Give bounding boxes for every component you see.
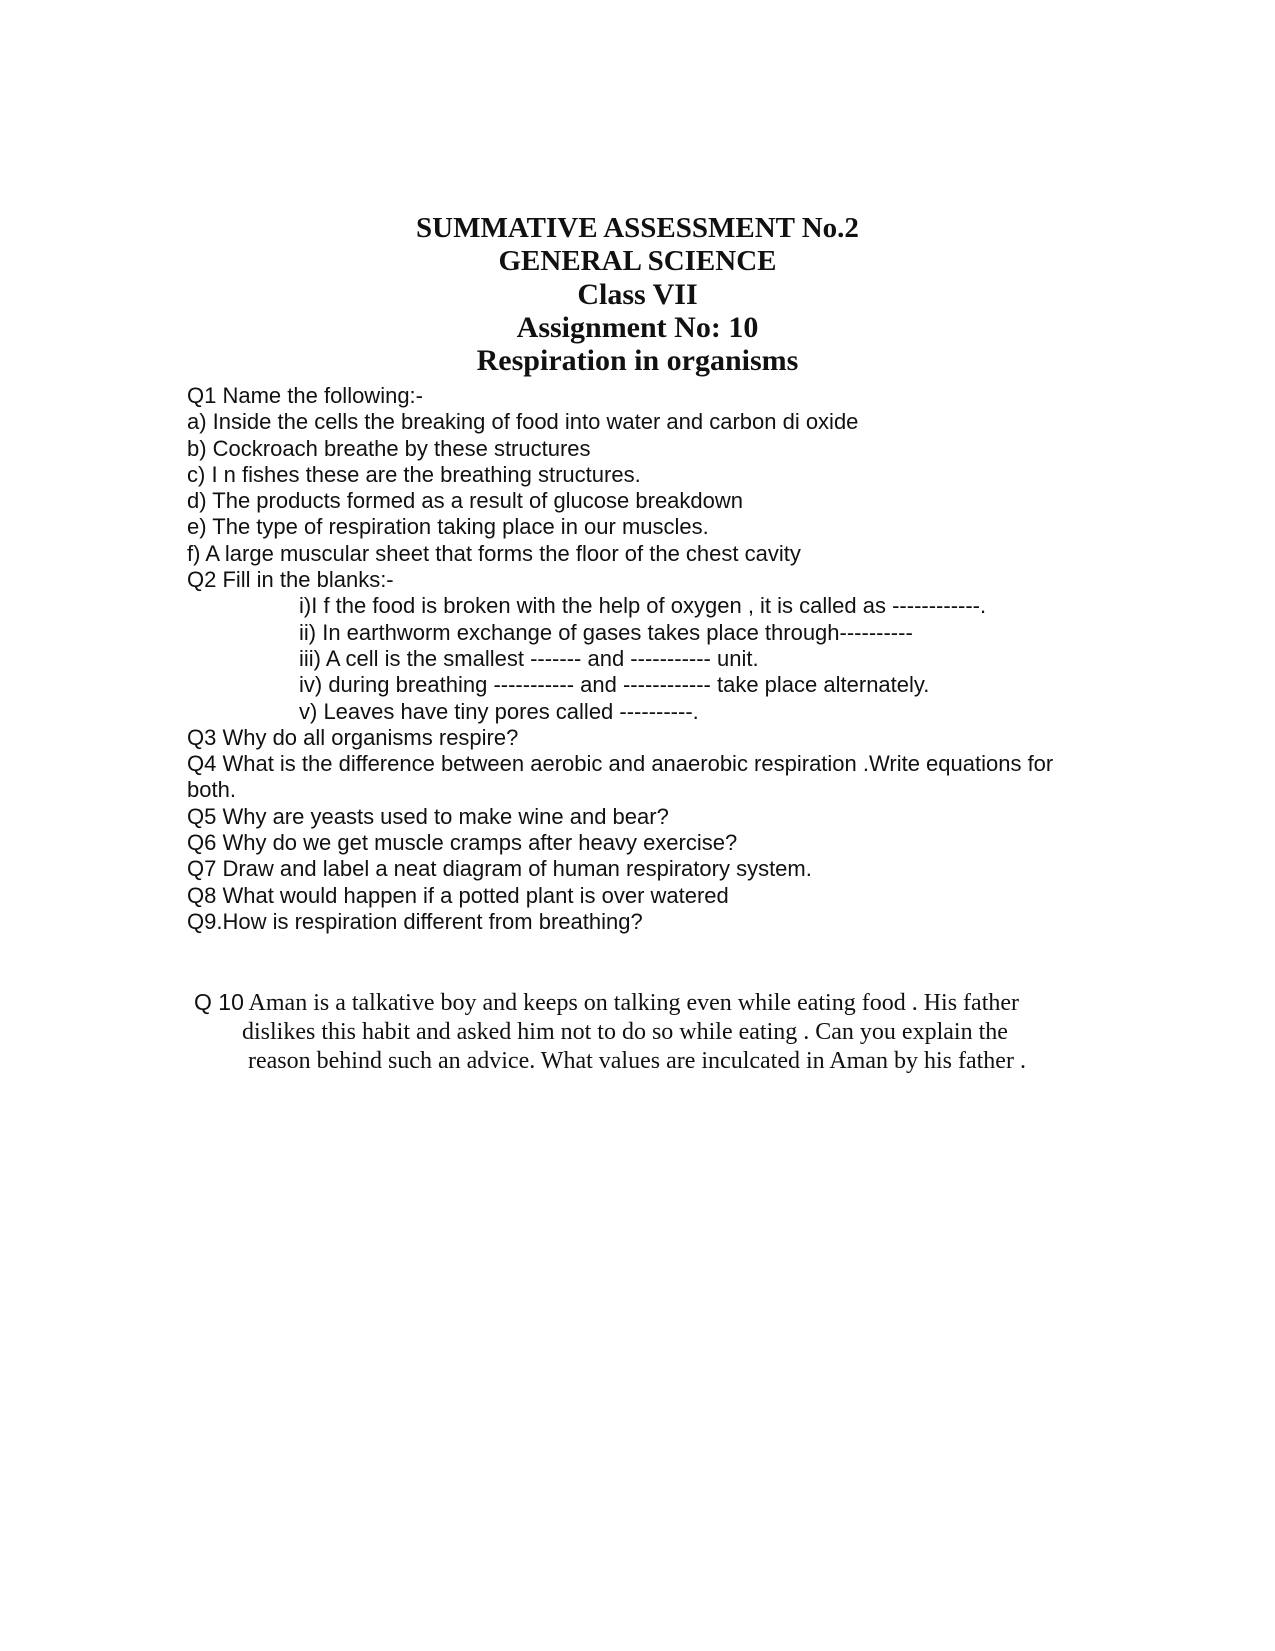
- q2-item: i)I f the food is broken with the help of oxygen , it is called as ------------.: [299, 593, 987, 619]
- q10-text: Aman is a talkative boy and keeps on talking even while eating food . His father: [243, 990, 1019, 1016]
- q1-title: Q1 Name the following:-: [187, 383, 423, 408]
- assignment-header: [0, 212, 1275, 377]
- question-q5: Q5 Why are yeasts used to make wine and bear?: [187, 803, 669, 829]
- q2-item: ii) In earthworm exchange of gases takes place through----------: [299, 619, 913, 645]
- question-q10: [194, 988, 1094, 1076]
- chapter-title: Respiration in organisms: [476, 344, 799, 377]
- question-q6: Q6 Why do we get muscle cramps after heavy exercise?: [187, 830, 738, 856]
- subject-title: GENERAL SCIENCE: [498, 245, 777, 277]
- q1-item: b) Cockroach breathe by these structures: [187, 435, 591, 461]
- class-title: Class VII: [577, 278, 698, 311]
- q1-item: a) Inside the cells the breaking of food into water and carbon di oxide: [187, 409, 859, 435]
- q10-line: reason behind such an advice. What values are inculcated in Aman by his father .: [248, 1048, 1026, 1074]
- exam-title: SUMMATIVE ASSESSMENT No.2: [416, 212, 859, 244]
- q10-line: dislikes this habit and asked him not to do so while eating . Can you explain the: [242, 1019, 1008, 1045]
- question-list: [187, 383, 1087, 935]
- q1-item: f) A large muscular sheet that forms the floor of the chest cavity: [187, 540, 801, 566]
- assignment-number: Assignment No: 10: [516, 311, 759, 344]
- q10-line: [194, 988, 1094, 1018]
- question-q7: Q7 Draw and label a neat diagram of human respiratory system.: [187, 856, 812, 882]
- q2-item: v) Leaves have tiny pores called ----------.: [299, 698, 699, 724]
- question-q4: Q4 What is the difference between aerobic and anaerobic respiration .Write equations for both.: [187, 751, 1054, 803]
- q1-item: c) I n fishes these are the breathing structures.: [187, 461, 641, 487]
- question-q3: Q3 Why do all organisms respire?: [187, 724, 519, 750]
- q1-item: d) The products formed as a result of glucose breakdown: [187, 488, 744, 514]
- q10-number: Q 10: [194, 989, 244, 1015]
- q2-item: iii) A cell is the smallest ------- and ----------- unit.: [299, 645, 759, 671]
- question-q9: Q9.How is respiration different from breathing?: [187, 908, 643, 934]
- q1-item: e) The type of respiration taking place in our muscles.: [187, 514, 709, 540]
- q2-title: Q2 Fill in the blanks:-: [187, 567, 394, 593]
- question-q8: Q8 What would happen if a potted plant is over watered: [187, 882, 729, 908]
- q2-item: iv) during breathing ----------- and ------------ take place alternately.: [299, 672, 930, 698]
